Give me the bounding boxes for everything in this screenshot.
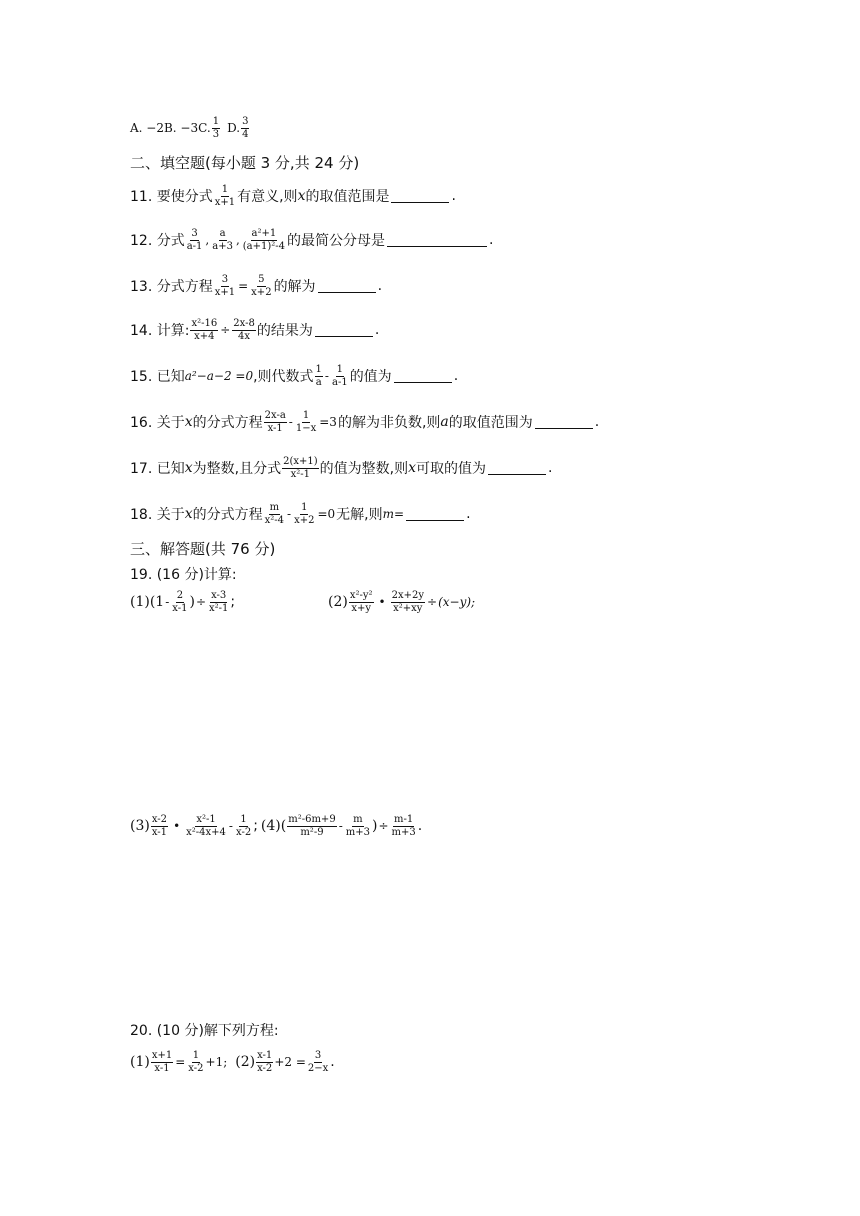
q19-p3-label: (3) [130,818,150,834]
q12-fraction-3: $\frac{\text{a²+1}}{\text{(a+1)²-4}}$ [242,228,286,252]
q17-text-post2: 可取的值为 [415,461,486,477]
q19-p3-fraction-1: $\frac{x-2}{x-1}$ [151,814,168,838]
q17-var-2: x [408,460,416,476]
q16-text-mid: 的分式方程 [192,415,263,431]
q18-fraction-2: $\frac{1}{x+2}$ [294,502,315,526]
q20-p1-fraction-2: $\frac{1}{x-2}$ [188,1050,204,1074]
q18-fraction-1: $\frac{m}{\text{x²-4}}$ [264,502,285,526]
q19-p1-label: (1)(1 [130,594,165,610]
answer-blank[interactable] [394,370,452,383]
q19-p4-fraction-2: $\frac{m}{m+3}$ [345,814,370,838]
q19-p1-close: ) [189,594,195,610]
q11-end: . [451,188,456,204]
q14-text: 14. 计算: [130,323,190,339]
question-15 [130,364,458,388]
q16-text-post2: 的取值范围为 [448,415,533,431]
q11-fraction: $\frac{1}{x+1}$ [214,184,236,208]
q19-p4-fraction-1: $\frac{\text{m²-6m+9}}{\text{m²-9}}$ [288,814,336,838]
question-12: 12. 分式 $\frac{3}{a-1}$ , $\frac{a}{a+3}$ , $\frac{\text{a²+1}}{\text{(a+1)²-4}}$ 的最简公分母是 . [130,228,494,252]
q14-text-post: 的结果为 [256,323,313,339]
q19-p1-divide: ÷ [195,595,207,609]
q12-fraction-2: $\frac{a}{a+3}$ [212,228,233,252]
q19-p2-fraction-2: $\frac{2x+2y}{\text{x²+xy}}$ [391,590,425,614]
q15-text: 15. 已知 [130,369,185,385]
q19-p2-tail: (x−y); [438,595,476,609]
q16-minus: - [288,415,293,429]
q16-text: 16. 关于 [130,415,185,431]
q19-p3-minus: - [228,819,233,833]
q13-fraction-2: $\frac{5}{x+2}$ [251,274,272,298]
q11-var: x [297,188,306,204]
q15-expression: a²−a−2 =0 [184,369,254,383]
q16-var: x [184,414,193,430]
q16-equals: =3 [319,415,337,429]
q14-divide: ÷ [220,323,231,337]
answer-blank[interactable] [406,508,464,521]
q19-p4-fraction-3: $\frac{m-1}{m+3}$ [391,814,416,838]
q15-end: . [453,368,459,384]
q16-end: . [594,414,600,430]
section-heading-solutions: 三、解答题(共 76 分) [130,540,276,558]
q20-parts [130,1050,335,1074]
q20-p1-equals: = [175,1055,186,1069]
q19-part-1 [130,590,235,614]
question-17 [130,456,552,480]
q15-text-post: 的值为 [349,369,392,385]
q19-p4-close: ) [371,818,378,834]
q19-p1-fraction-1: $\frac{2}{x-1}$ [172,590,188,614]
q18-var: x [184,506,193,522]
q12-text-post: 的最简公分母是 [287,233,386,249]
answer-blank[interactable] [387,234,487,247]
q20-p2-fraction-2: $\frac{3}{2-x}$ [307,1050,329,1074]
q19-p1-fraction-2: $\frac{x-3}{\text{x²-1}}$ [209,590,229,614]
q14-fraction-1: $\frac{\text{x²-16}}{x+4}$ [191,318,218,342]
q19-p3-end: ; [253,818,258,834]
q12-fraction-1: $\frac{3}{a-1}$ [186,228,203,252]
q17-fraction: $\frac{2(x+1)}{\text{x²-1}}$ [283,456,318,480]
q19-p3-fraction-3: $\frac{1}{x-2}$ [235,814,252,838]
q20-p1-tail: +1; [205,1055,228,1069]
q19-p2-fraction-1: $\frac{\text{x²-y²}}{x+y}$ [349,590,373,614]
q11-text-mid: 有意义,则 [237,189,298,205]
q15-fraction-1: $\frac{1}{a}$ [315,364,322,388]
answer-blank[interactable] [535,416,593,429]
q18-minus: - [287,507,292,521]
q14-end: . [374,322,380,338]
q14-fraction-2: $\frac{2x-8}{4x}$ [233,318,255,342]
q13-fraction-1: $\frac{3}{x+1}$ [214,274,236,298]
question-18 [130,502,471,526]
choice-c-fraction: $\frac{1}{3}$ [212,116,220,140]
choice-d-fraction: $\frac{3}{4}$ [242,116,249,140]
q17-text-post: 的值为整数,则 [319,461,409,477]
q20-p1-fraction-1: $\frac{x+1}{x-1}$ [151,1050,173,1074]
q19-p1-end: ; [230,594,236,610]
q19-p3-fraction-2: $\frac{\text{x²-1}}{\text{x²-4x+4}}$ [186,814,226,838]
question-16 [130,410,599,434]
q20-p2-fraction-1: $\frac{x-1}{x-2}$ [257,1050,273,1074]
q11-text-post: 的取值范围是 [305,189,390,205]
q16-fraction-1: $\frac{2x-a}{x-1}$ [264,410,286,434]
q19-p4-minus: - [338,819,343,833]
q11-text: 11. 要使分式 [130,189,213,205]
q19-part-2 [328,590,475,614]
q20-p2-label: (2) [235,1054,256,1070]
q13-end: . [377,278,383,294]
q18-text: 18. 关于 [130,507,185,523]
choice-c: C. [198,121,211,135]
q20-p2-end: . [330,1054,335,1070]
question-19-title: 19. (16 分)计算: [130,567,237,583]
q16-fraction-2: $\frac{1}{1-x}$ [295,410,317,434]
q19-p2-multiply: • [378,595,386,609]
choice-options [130,116,250,140]
q17-var: x [184,460,193,476]
q18-equals: =0 [317,507,336,521]
q13-text-post: 的解为 [273,279,316,295]
answer-blank[interactable] [391,190,449,203]
q20-p2-mid: +2 = [274,1055,306,1069]
answer-blank[interactable] [318,280,376,293]
q16-var-a: a [440,414,449,430]
question-20-title: 20. (10 分)解下列方程: [130,1023,279,1039]
q19-p4-label: (4)( [260,818,287,834]
q20-p1-label: (1) [130,1054,150,1070]
q16-text-post: 的解为非负数,则 [337,415,441,431]
q15-text-mid: ,则代数式 [253,369,314,385]
q19-part-3 [130,814,422,838]
q12-text: 12. 分式 [130,233,185,249]
answer-blank[interactable] [315,324,373,337]
q13-text: 13. 分式方程 [130,279,213,295]
q19-p3-multiply: • [173,819,181,833]
choice-d: D. [227,121,241,135]
q13-equals: = [238,279,249,293]
q19-p4-divide: ÷ [378,819,389,833]
section-heading-fill-in: 二、填空题(每小题 3 分,共 24 分) [130,154,360,172]
answer-blank[interactable] [488,462,546,475]
choice-b: B. −3 [163,121,199,135]
q18-var-m: m= [382,507,405,521]
q15-fraction-2: $\frac{1}{a-1}$ [331,364,348,388]
q19-p2-divide: ÷ [427,595,438,609]
q17-end: . [547,460,553,476]
question-13 [130,274,382,298]
q17-text: 17. 已知 [130,461,185,477]
question-11 [130,184,456,208]
q19-p1-minus: - [165,595,170,609]
q17-text-mid: 为整数,且分式 [192,461,282,477]
question-14 [130,318,379,342]
q18-end: . [466,506,471,522]
q18-text-mid: 的分式方程 [192,507,263,523]
q12-end: . [489,232,494,248]
q19-p4-end: . [417,818,423,834]
choice-a: A. −2 [130,121,164,135]
q15-minus: - [324,369,329,383]
q18-text-post: 无解,则 [336,507,383,523]
q19-p2-label: (2) [328,594,348,610]
